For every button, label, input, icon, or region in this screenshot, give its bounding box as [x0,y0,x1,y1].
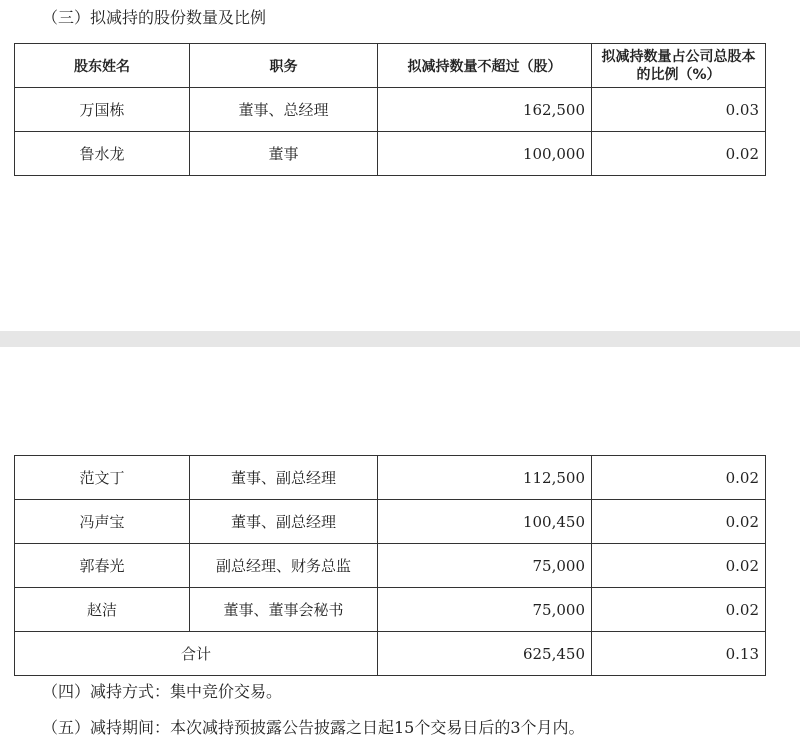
cell-ratio: 0.02 [592,500,766,544]
cell-shares: 112,500 [378,456,592,500]
cell-shares: 162,500 [378,88,592,132]
table-total-row [15,632,766,676]
cell-ratio: 0.02 [592,588,766,632]
section-4-text: （四）减持方式：集中竞价交易。 [42,682,283,701]
header-position: 职务 [190,44,378,88]
reduction-table-part1 [14,43,766,176]
cell-shares: 75,000 [378,544,592,588]
cell-name: 范文丁 [15,456,190,500]
cell-name: 冯声宝 [15,500,190,544]
cell-position: 董事、副总经理 [190,500,378,544]
cell-position: 董事、副总经理 [190,456,378,500]
header-name: 股东姓名 [15,44,190,88]
cell-shares: 75,000 [378,588,592,632]
cell-name: 万国栋 [15,88,190,132]
cell-name: 郭春光 [15,544,190,588]
cell-shares: 100,450 [378,500,592,544]
header-ratio: 拟减持数量占公司总股本的比例（%） [592,44,766,88]
reduction-table-part2 [14,455,766,676]
table-row [15,588,766,632]
cell-position: 董事、董事会秘书 [190,588,378,632]
total-shares: 625,450 [378,632,592,676]
cell-name: 赵洁 [15,588,190,632]
cell-ratio: 0.02 [592,544,766,588]
table-header-row [15,44,766,88]
cell-shares: 100,000 [378,132,592,176]
page-break-divider [0,331,800,347]
cell-position: 董事、总经理 [190,88,378,132]
table-row [15,132,766,176]
cell-position: 董事 [190,132,378,176]
header-max-shares: 拟减持数量不超过（股） [378,44,592,88]
table-row [15,88,766,132]
cell-ratio: 0.02 [592,132,766,176]
cell-ratio: 0.03 [592,88,766,132]
cell-ratio: 0.02 [592,456,766,500]
total-label: 合计 [15,632,378,676]
table-row [15,456,766,500]
table-row [15,500,766,544]
table-row [15,544,766,588]
section-3-title: （三）拟减持的股份数量及比例 [42,8,267,27]
section-5-text: （五）减持期间：本次减持预披露公告披露之日起15个交易日后的3个月内。 [42,718,585,737]
total-ratio: 0.13 [592,632,766,676]
cell-name: 鲁水龙 [15,132,190,176]
cell-position: 副总经理、财务总监 [190,544,378,588]
